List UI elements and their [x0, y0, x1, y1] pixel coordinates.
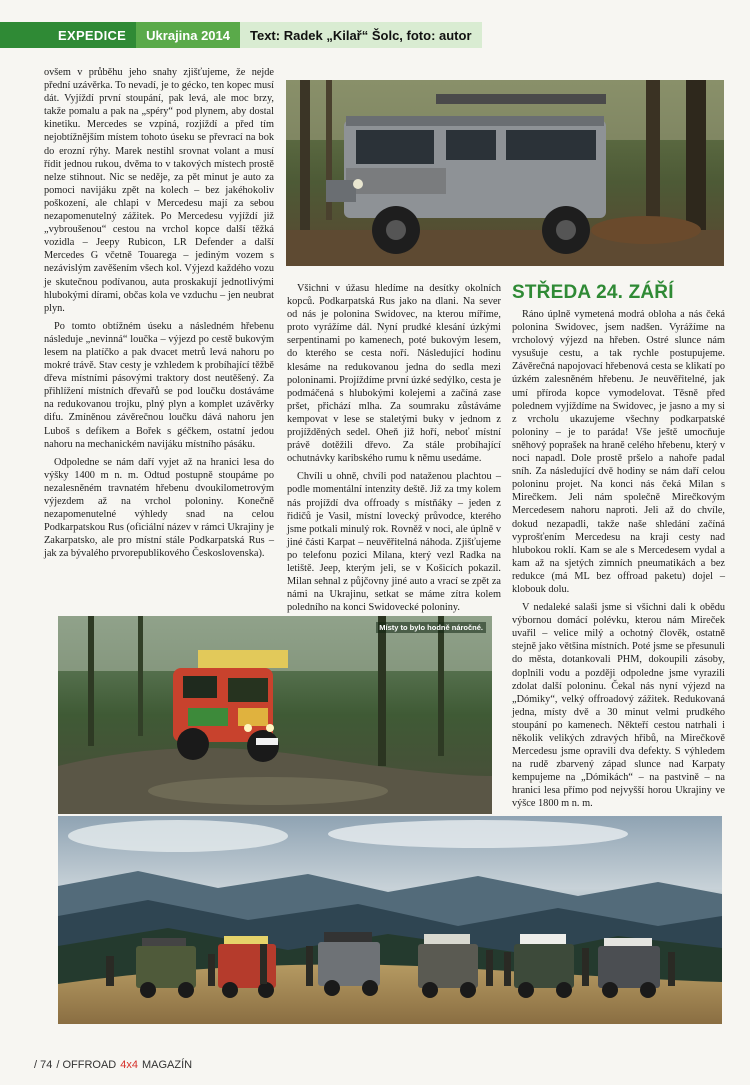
- text-column-3: [512, 308, 725, 816]
- photo-caption: Místy to bylo hodně náročné.: [376, 622, 486, 633]
- photo-mountain-panorama: [58, 816, 722, 1024]
- magazine-brand: 4x4: [120, 1059, 138, 1071]
- section-label: EXPEDICE: [0, 22, 136, 48]
- paragraph: ovšem v průběhu jeho snahy zjišťujeme, že nejde přední uzávěrka. To nevadí, je to gécko, ten kopec musí dát. Vyjíždí první stoupání, pak levá, ale moc brzy, takže pomalu a pak na „spéry“ pod plynem, aby dostal kinetiku. Mercedes se vzpíná, rozjíždí a před tím nejobtížnějším místem tohoto úseku se převrací na bok do erozní rýhy. Marek nestihl srovnat volant a musí řídit jednou rukou, dvěma to v takových místech prostě nelze stihnout. Nic se neděje, za pět minut je auto za pomoci navijáku zpět na kolech – bez jakéhokoliv poškození, ale chlapi v Mercedesu mají za sebou nezapomenutelný zážitek. Po Mercedesu vyjíždí již „vybroušenou“ cestou na vrchol kopce další těžká vozidla – Jeepy Rubicon, LR Defender a další Mercedes G včetně Touarega – jediným vozem s nezávislým zavěšením všech kol. Výjezd každého vozu je skutečnou podívanou, auta proskakují jednotlivými hlubokými dírami, občas kola ve vzduchu – jen neubrat plyn.: [44, 67, 274, 314]
- paragraph: Po tomto obtížném úseku a následném hřebenu následuje „nevinná“ loučka – výjezd po cestě bukovým lesem na platíčko a pak dvacet metrů levá nahoru po mokré trávě. Stav cesty je vzhledem k probíhající těžbě dřeva místními pásovými traktory dost neutěšený. Za přihlížení místních dřevařů se pod loučku dostáváme na redukovanou trojku, plný plyn a komplet uzávěrky difu. Zmíněnou závěrečnou loučku dává nahoru jen Luboš s defíkem a Bořek s géčkem, ostatní jedou nahoru na mechanickém navijáku místního pásáku.: [44, 320, 274, 450]
- paragraph: Odpoledne se nám daří vyjet až na hranici lesa do výšky 1400 m n. m. Odtud postupně stoupáme po nezalesněném travnatém hřebenu dvoukilometrovým výjezdem až na vrchol poloniny. Konečně nezapomenutelné výhledy snad na celou Podkarpatskou Rus (oficiální název v rámci Ukrajiny je Zakarpatsko, ale pro místní stále Podkarpatská Rus – jak za bývalého prvorepublikového Československa).: [44, 456, 274, 560]
- page-number: / 74: [34, 1059, 53, 1071]
- paragraph: Chvíli u ohně, chvíli pod nataženou plachtou – podle momentální intenzity deště. Již za tmy kolem nás projíždí dva offroady s místňáky – jeden z řidičů je Vasil, místní lovecký průvodce, kterého jsme potkali minulý rok. Rovněž v noci, ale úplně v jiné části Karpat – neuvěřitelná náhoda. Zjišťujeme po telefonu pozici Milana, který vezl Radka na letiště. Jeep, kterým jeli, se v Košicích pokazil. Milan sehnal z půjčovny jiné auto a vrací se zpět za námi na Ukrajinu, setkat se máme zítra kolem poledního na konci Swidovecké poloniny.: [287, 471, 501, 614]
- author-credit: Text: Radek „Kilař“ Šolc, foto: autor: [240, 22, 482, 48]
- paragraph: Všichni v úžasu hledíme na desítky okolních kopců. Podkarpatská Rus jako na dlani. Na sever od nás je polonina Swidovec, na kterou míříme, proto vyrážíme dál. Nyní prudké klesání úzkými serpentinami po kamenech, poté bukovým lesem, do kterého se cesta noří. Následující hodinu klesáme na redukovanou jedna do sedla mezi poloninami. Projíždíme první úzké sedýlko, cesta je podmáčená s hlubokými kolejemi a začíná zase pršet, přichází mlha. Za soumraku zůstáváme kempovat v lese se staletými buky v jednom z projížděných sedel. Oheň již hoří, neboť místní právě dotěžili dřevo. Za stále probíhající ochutnávky karibského rumu k němu usedáme.: [287, 283, 501, 465]
- issue-label: Ukrajina 2014: [136, 22, 240, 48]
- magazine-suffix: MAGAZÍN: [142, 1059, 193, 1071]
- paragraph: Ráno úplně vymetená modrá obloha a nás čeká polonina Swidovec, jsem nadšen. Vyrážíme na vrcholový výjezd na hřeben. Ostré slunce nám vysušuje cestu, a tak rychle postupujeme. Závěrečná napojovací hřebenová cesta se klikatí po úzkém zalesněném hřebenu. Je neuvěřitelné, jak umí příroda kopce vymodelovat. Těsně před polednem vyjíždíme na Swidovec, je jasno a my si z vrcholu ukazujeme všechny podkarpatské poloniny – je to paráda! Vše ještě umocňuje sněhový poprašek na hraně celého hřebenu, který v noci napadl. Dole prostě pršelo a nahoře padal sníh. Za následující dvě hodiny se nám daří celou poloninu projet. Na konci nás čeká Milan s Mirečkem. Jeli nám společně Mirečkovým Mercedesem nahoru naproti. Jeli až do chvíle, dokud nezapadli, takže naše shledání začíná vyprošťením Mercedesu na kraji cesty nad hlubokou roklí. Kam se ale s Mercedesem vydal a kam až na sjetých zimních pneumatikách a bez redukce (má ML bez offroad paketu) dojel – klobouk dolu.: [512, 309, 725, 595]
- day-heading: STŘEDA 24. ZÁŘÍ: [512, 282, 674, 303]
- text-column-1: [44, 66, 274, 565]
- photo-jeep-mud: [58, 616, 492, 814]
- page-footer: [34, 1059, 192, 1071]
- article-header: [0, 22, 482, 48]
- paragraph: V nedaleké salaši jsme si všichni dali k obědu výbornou domácí polévku, kterou nám Mireček uvařil – velice milý a ochotný člověk, ostatně stejně jako většina místních. Poté jsme se přesunuli do města, dotankovali PHM, dokoupili zásoby, doplnili vodu a později odpoledne jsme vyrazili zdolat další poloninu. Čekal nás nyní výjezd na „Dómiky“, velký offroadový zážitek. Redukovaná jedna, místy dvě a 30 minut velmi prudkého stoupání po kamenech. Někteří cestou natrhali i několik velikých zdravých hřibů, na Mirečkově Mercedesu jsme opravili dva defekty. S výhledem na rudě zbarvený západ slunce nad Karpaty kempujeme na „Dómikách“ – na pastvině – na hranici lesa přímo pod nejvyšší horou Ukrajiny ve výšce 1800 m n. m.: [512, 602, 725, 810]
- text-column-2: [287, 282, 501, 619]
- photo-land-rover-forest: [286, 80, 724, 266]
- magazine-name: / OFFROAD: [56, 1059, 117, 1071]
